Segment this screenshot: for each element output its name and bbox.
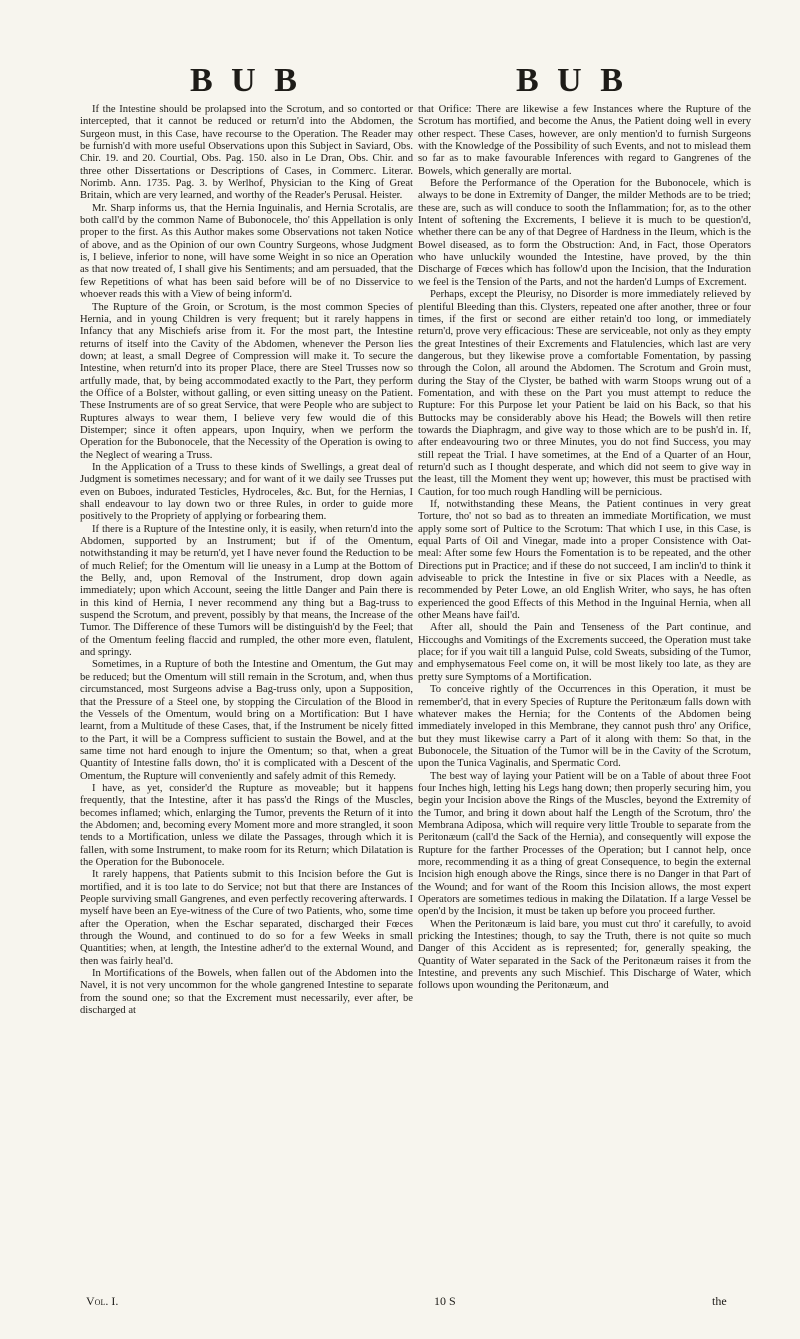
paragraph: Mr. Sharp informs us, that the Hernia Inguinalis, and Hernia Scrotalis, are both call'd by the common Name of Bubonocele, tho' this Appellation is only proper to the first. As this Author makes some Observations not taken Notice of above, and as the Opinion of our own Country Surgeons, whose Judgment is, I believe, inferior to none, will have some Weight in so nice an Operation as that now treated of, I shall give his Sentiments; and am persuaded, that the few Repetitions of what has been said before will be of no Disservice to whoever reads this with a View of being inform'd. xyxy=(80,202,413,301)
catchword: the xyxy=(712,1294,727,1308)
paragraph: It rarely happens, that Patients submit to this Incision before the Gut is mortified, and it is too late to do Service; not but that there are Instances of People surviving small Gangrenes, and even perfectly recovering afterwards. I myself have been an Eye-witness of the Cure of two Patients, who, some time after the Operation, when the Eschar separated, discharged their Fœces through the Wound, and continued to do so for a few Weeks in small Quantities; when, at length, the Intestine adher'd to the external Wound, and then was fairly heal'd. xyxy=(80,869,413,967)
right-headword: B U B xyxy=(516,62,628,99)
paragraph: Before the Performance of the Operation for the Bubonocele, which is always to be done in Extremity of Danger, the milder Methods are to be tried; these are, such as will conduce to sooth the Inflammation; for, as to the other Intent of softening the Excrements, I believe it is much to be question'd, whether there can be any of that Degree of Hardness in the Ileum, which is the Bowel diseased, as to form the Obstruction: And, in Fact, those Operators who have unluckily wounded the Intestine, have proved, by the thin Discharge of Fœces which has follow'd upon the Incision, that the Induration we feel is the Tension of the Parts, and not the harden'd Lumps of Excrement. xyxy=(418,178,751,288)
paragraph: The best way of laying your Patient will be on a Table of about three Foot four Inches high, letting his Legs hang down; then properly securing him, you begin your Incision above the Rings of the Muscles, beyond the Extremity of the Tumor, and bring it down about half the Length of the Scrotum, thro' the Membrana Adiposa, which will require very little Trouble to separate from the Peritonæum (call'd the Sack of the Hernia), and consequently will expose the Rupture for the farther Processes of the Operation; but I cannot help, once more, recommending it as a thing of great Consequence, to begin the external Incision high enough above the Rings, since there is no Danger in that Part of the Wound; and for want of the Room this Incision allows, the most expert Operators are sometimes tedious in making the Dilatation. If a large Vessel be open'd by the Incision, it must be taken up before you proceed further. xyxy=(418,770,751,918)
paragraph: In the Application of a Truss to these kinds of Swellings, a great deal of Judgment is sometimes necessary; and for want of it we daily see Trusses put even on Buboes, indurated Testicles, Hydroceles, &c. But, for the Hernias, I shall endeavour to lay down two or three Rules, in order to guide more positively to the Propriety of applying or forbearing them. xyxy=(80,461,413,523)
running-header xyxy=(0,62,800,102)
left-column xyxy=(80,104,413,1312)
paragraph: If, notwithstanding these Means, the Patient continues in very great Torture, tho' not so bad as to threaten an immediate Mortification, we must apply some sort of Pultice to the Scrotum: That which I use, in this Case, is equal Parts of Oil and Vinegar, made into a proper Consistence with Oat-meal: After some few Hours the Fomentation is to be repeated, and the other Directions put in Practice; and if these do not succeed, I am inclin'd to think it adviseable to prick the Intestine in five or six Places with a Needle, as recommended by Peter Lowe, an old English Writer, who says, he has often experienced the good Effects of this Method in the Inguinal Hernia, when all other Means have fail'd. xyxy=(418,499,751,622)
right-column xyxy=(418,104,751,1312)
paragraph: In Mortifications of the Bowels, when fallen out of the Abdomen into the Navel, it is not very uncommon for the whole gangrened Intestine to separate from the sound one; so that the Excrement must necessarily, ever after, be discharged at xyxy=(80,968,413,1017)
volume-number: Vol. I. xyxy=(86,1294,119,1308)
paragraph: To conceive rightly of the Occurrences in this Operation, it must be remember'd, that in every Species of Rupture the Peritonæum falls down with whatever makes the Hernia; for the Contents of the Abdomen being immediately inveloped in this Membrane, they cannot push thro' any Orifice, but they must likewise carry a Part of it along with them: So that, in the Bubonocele, the Situation of the Tumor will be in the Cavity of the Scrotum, upon the Tunica Vaginalis, and Spermatic Cord. xyxy=(418,684,751,770)
paragraph: The Rupture of the Groin, or Scrotum, is the most common Species of Hernia, and in young Children is very frequent; but it rarely happens in Infancy that any Mischiefs arise from it. For the most part, the Intestine returns of itself into the Cavity of the Abdomen, whenever the Person lies down; at least, a small Degree of Compression will make it. To secure the Intestine, when return'd into its proper Place, there are Steel Trusses now so artfully made, that, by being accommodated exactly to the Part, they perform the Office of a Bolster, without galling, or even sitting uneasy on the Patient. These Instruments are of so great Service, that were People who are subject to Ruptures always to wear them, I believe very few would die of this Distemper; since it often appears, upon Inquiry, when we perform the Operation for the Bubonocele, that the Necessity of the Operation is owing to the Neglect of wearing a Truss. xyxy=(80,301,413,461)
paragraph: After all, should the Pain and Tenseness of the Part continue, and Hiccoughs and Vomitings of the Excrements succeed, the Operation must take place; for if you wait till a languid Pulse, cold Sweats, subsiding of the Tumor, and emphysematous Feel come on, it will be most likely too late, as they are pretty sure Symptoms of a Mortification. xyxy=(418,622,751,683)
paragraph: If the Intestine should be prolapsed into the Scrotum, and so contorted or intercepted, that it cannot be reduced or return'd into the Abdomen, the Surgeon must, in this Case, have recourse to the Operation. The Reader may be furnish'd with more useful Observations upon this Subject in Saviard, Obs. Chir. 19. and 20. Courtial, Obs. Pag. 150. also in Le Dran, Obs. Chir. and three other Dissertations or Descriptions of Cases, in Commerc. Literar. Norimb. Ann. 1735. Pag. 3. by Werlhof, Physician to the King of Great Britain, which are very learned, and worthy of the Reader's Perusal. Heister. xyxy=(80,104,413,202)
paragraph: that Orifice: There are likewise a few Instances where the Rupture of the Scrotum has mortified, and become the Anus, the Patient doing well in every other respect. These Cases, however, are only mention'd to furnish Surgeons with the Knowledge of the Possibility of such Events, and not to mislead them so far as to make favourable Inferences with regard to Gangrenes of the Bowels, which generally are mortal. xyxy=(418,104,751,177)
paragraph: Perhaps, except the Pleurisy, no Disorder is more immediately relieved by plentiful Bleeding than this. Clysters, repeated one after another, three or four times, if the first or second are either retain'd too long, or immediately return'd, prove very efficacious: These are serviceable, not only as they empty the great Intestines of their Excrements and Flatulencies, which last are very dangerous, but they likewise prove a comfortable Fomentation, by passing through the Colon, all around the Abdomen. The Scrotum and Groin must, during the Stay of the Clyster, be bathed with warm Stoops wrung out of a Fomentation, and with these on the Part you must attempt to reduce the Rupture: For this Purpose let your Patient be laid on his Back, so that his Buttocks may be considerably above his Head; the Bowels will then retire towards the Diaphragm, and give way to those which are to be push'd in. If, after endeavouring two or three Minutes, you do not find Success, you may still repeat the Trial. I have sometimes, at the End of a Quarter of an Hour, return'd such as I thought desperate, and which did not seem to give way in the least, till the Moment they went up; however, this must be practised with Caution, for too much rough Handling will be pernicious. xyxy=(418,289,751,498)
paragraph: Sometimes, in a Rupture of both the Intestine and Omentum, the Gut may be reduced; but the Omentum will still remain in the Scrotum, and, when thus circumstanced, most Surgeons advise a Bag-truss only, upon a Supposition, that the Pressure of a Steel one, by stopping the Circulation of the Blood in the Vessels of the Omentum, would bring on a Mortification: But I have learnt, from a Multitude of these Cases, that, if the Instrument be nicely fitted to the Part, it will be a Compress sufficient to sustain the Bowel, and at the same time not hard enough to injure the Omentum; so that, when a great Quantity of Intestine falls down, tho' it is complicated with a Descent of the Omentum, the Rupture will conveniently and safely admit of this Remedy. xyxy=(80,659,413,782)
paragraph: If there is a Rupture of the Intestine only, it is easily, when return'd into the Abdomen, supported by an Instrument; but if of the Omentum, notwithstanding it may be return'd, yet I have never found the Reduction to be of much Relief; for the Omentum will lie uneasy in a Lump at the Bottom of the Belly, and, upon Removal of the Instrument, drop down again immediately; upon which Account, seeing the little Danger and Pain there is in this kind of Hernia, I never recommend any thing but a Bag-truss to suspend the Scrotum, and prevent, possibly by that means, the Increase of the Tumor. The Difference of these Tumors will be distinguish'd by the Feel; that of the Omentum feeling flaccid and rumpled, the other more even, flatulent, and springy. xyxy=(80,523,413,659)
left-headword: B U B xyxy=(190,62,302,99)
paragraph: When the Peritonæum is laid bare, you must cut thro' it carefully, to avoid pricking the Intestines; though, to say the Truth, there is not quite so much Danger of this Accident as is represented; for, generally speaking, the Quantity of Water separated in the Sack of the Peritonæum raises it from the Intestine, and prevents any such Mischief. This Discharge of Water, which follows upon wounding the Peritonæum, and xyxy=(418,918,751,992)
page-footer xyxy=(0,1294,800,1316)
signature-mark: 10 S xyxy=(434,1294,456,1308)
paragraph: I have, as yet, consider'd the Rupture as moveable; but it happens frequently, that the Intestine, after it has pass'd the Rings of the Muscles, becomes inflamed; which, enlarging the Tumor, prevents the Return of it into the Abdomen; and, becoming every Moment more and more strangled, it soon tends to a Mortification, unless we dilate the Passages, through which it is fallen, with some Instrument, to make room for its Return; which Dilatation is the Operation for the Bubonocele. xyxy=(80,782,413,868)
